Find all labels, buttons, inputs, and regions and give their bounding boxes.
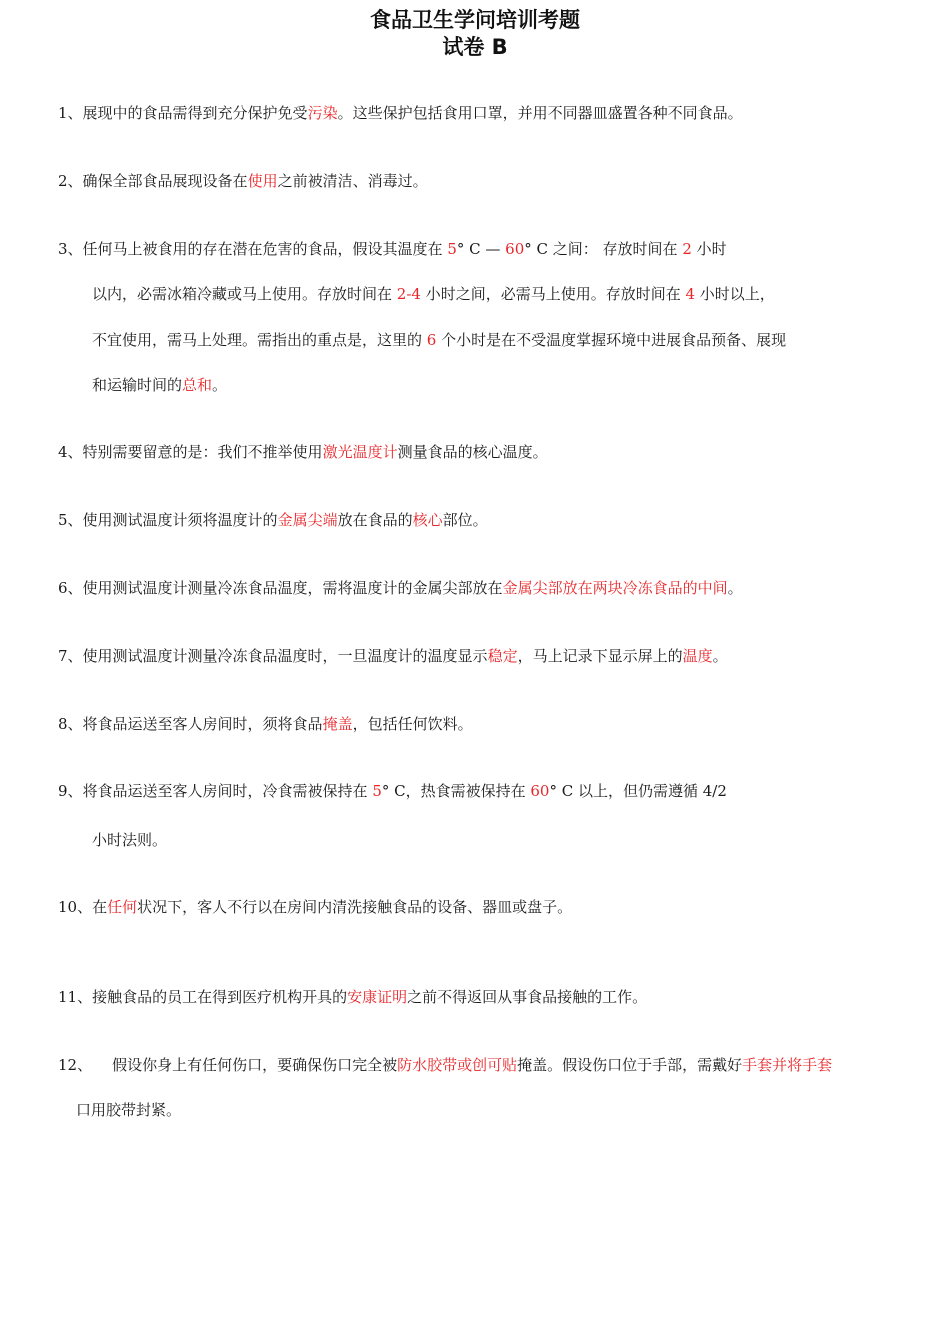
question-text: 口用胶带封紧。	[76, 1101, 182, 1119]
answer-text: 总和	[182, 376, 213, 394]
answer-text: 2	[682, 240, 692, 258]
question-text: 小时之间，必需马上使用。存放时间在	[420, 285, 686, 303]
question-text: 使用测试温度计测量冷冻食品温度，需将温度计的金属尖部放在	[82, 579, 503, 597]
question-8	[58, 714, 473, 734]
question-3-line-2	[92, 284, 775, 304]
question-text: 任何马上被食用的存在潜在危害的食品，假设其温度在	[82, 240, 448, 258]
question-text: 和运输时间的	[92, 376, 183, 394]
answer-text: 安康证明	[347, 988, 408, 1006]
question-text: 特别需要留意的是：我们不推举使用	[82, 443, 323, 461]
answer-text: 60	[530, 782, 550, 800]
question-text: 在	[92, 898, 108, 916]
answer-text: 核心	[412, 511, 443, 529]
answer-text: 金属尖端	[277, 511, 338, 529]
question-text: 部位。	[442, 511, 488, 529]
question-text: 确保全部食品展现设备在	[82, 172, 248, 190]
question-text: 接触食品的员工在得到医疗机构开具的	[92, 988, 348, 1006]
question-number: 6、	[58, 579, 83, 597]
question-text: 之前被清洁、消毒过。	[277, 172, 428, 190]
answer-text: 激光温度计	[322, 443, 398, 461]
paper-subtitle: 试卷 B	[442, 35, 508, 59]
question-text: 小时	[691, 240, 727, 258]
answer-text: 稳定	[487, 647, 518, 665]
question-text: 。	[727, 579, 743, 597]
question-text: 小时法则。	[92, 831, 168, 849]
answer-text: 防水胶带或创可贴	[397, 1056, 518, 1074]
question-text: ° C 之间： 存放时间在	[524, 240, 683, 258]
question-6	[58, 578, 743, 598]
question-7	[58, 646, 728, 666]
question-text: 小时以上，	[695, 285, 775, 303]
question-text: 测量食品的核心温度。	[397, 443, 548, 461]
question-11	[58, 987, 647, 1007]
question-text: 使用测试温度计须将温度计的	[82, 511, 278, 529]
question-2	[58, 171, 428, 191]
question-text: ，马上记录下显示屏上的	[517, 647, 683, 665]
question-text: ° C，热食需被保持在	[381, 782, 531, 800]
question-3	[58, 239, 727, 259]
question-number: 8、	[58, 715, 83, 733]
question-number: 5、	[58, 511, 83, 529]
question-text: 掩盖。假设伤口位于手部，需戴好	[517, 1056, 743, 1074]
question-text: ° C 以上，但仍需遵循 4/2	[549, 782, 727, 800]
question-text: ，包括任何饮料。	[352, 715, 473, 733]
question-text: 放在食品的	[337, 511, 413, 529]
question-text: 。	[712, 647, 728, 665]
answer-text: 手套并将手套	[742, 1056, 833, 1074]
question-number: 12、	[58, 1056, 93, 1074]
question-text: 不宜使用，需马上处理。需指出的重点是，这里的	[92, 331, 427, 349]
question-number: 1、	[58, 104, 83, 122]
question-number: 2、	[58, 172, 83, 190]
question-10	[58, 897, 572, 917]
question-9-line-2	[92, 830, 167, 850]
question-12	[58, 1055, 832, 1075]
question-text: 将食品运送至客人房间时，冷食需被保持在	[82, 782, 373, 800]
answer-text: 温度	[682, 647, 713, 665]
answer-text: 6	[426, 331, 437, 349]
question-number: 3、	[58, 240, 83, 258]
question-text: 之前不得返回从事食品接触的工作。	[407, 988, 648, 1006]
question-number: 7、	[58, 647, 83, 665]
question-text: 个小时是在不受温度掌握环境中进展食品预备、展现	[436, 331, 787, 349]
question-text: ° C —	[456, 240, 506, 258]
question-3-line-3	[92, 330, 786, 350]
question-number: 10、	[58, 898, 93, 916]
question-text: 以内，必需冰箱冷藏或马上使用。存放时间在	[92, 285, 397, 303]
answer-text: 60	[505, 240, 525, 258]
answer-text: 4	[685, 285, 696, 303]
answer-text: 使用	[247, 172, 278, 190]
question-5	[58, 510, 488, 530]
question-4	[58, 442, 548, 462]
question-text: 状况下，客人不行以在房间内清洗接触食品的设备、器皿或盘子。	[137, 898, 573, 916]
question-9	[58, 781, 727, 801]
question-text: 使用测试温度计测量冷冻食品温度时，一旦温度计的温度显示	[82, 647, 488, 665]
question-text: 。	[212, 376, 228, 394]
answer-text: 任何	[107, 898, 138, 916]
answer-text: 掩盖	[322, 715, 353, 733]
answer-text: 2-4	[396, 285, 421, 303]
question-number: 9、	[58, 782, 83, 800]
answer-text: 污染	[307, 104, 338, 122]
answer-text: 5	[447, 240, 457, 258]
question-text: 将食品运送至客人房间时，须将食品	[82, 715, 323, 733]
answer-text: 金属尖部放在两块冷冻食品的中间	[502, 579, 728, 597]
answer-text: 5	[372, 782, 382, 800]
question-text: 展现中的食品需得到充分保护免受	[82, 104, 308, 122]
question-text: 。这些保护包括食用口罩，并用不同器皿盛置各种不同食品。	[337, 104, 743, 122]
question-3-line-4	[92, 375, 227, 395]
question-12-line-2	[76, 1100, 181, 1120]
question-1	[58, 103, 743, 123]
question-text: 假设你身上有任何伤口，要确保伤口完全被	[112, 1056, 398, 1074]
question-number: 11、	[58, 988, 93, 1006]
page-title: 食品卫生学问培训考题	[370, 8, 580, 32]
question-number: 4、	[58, 443, 83, 461]
